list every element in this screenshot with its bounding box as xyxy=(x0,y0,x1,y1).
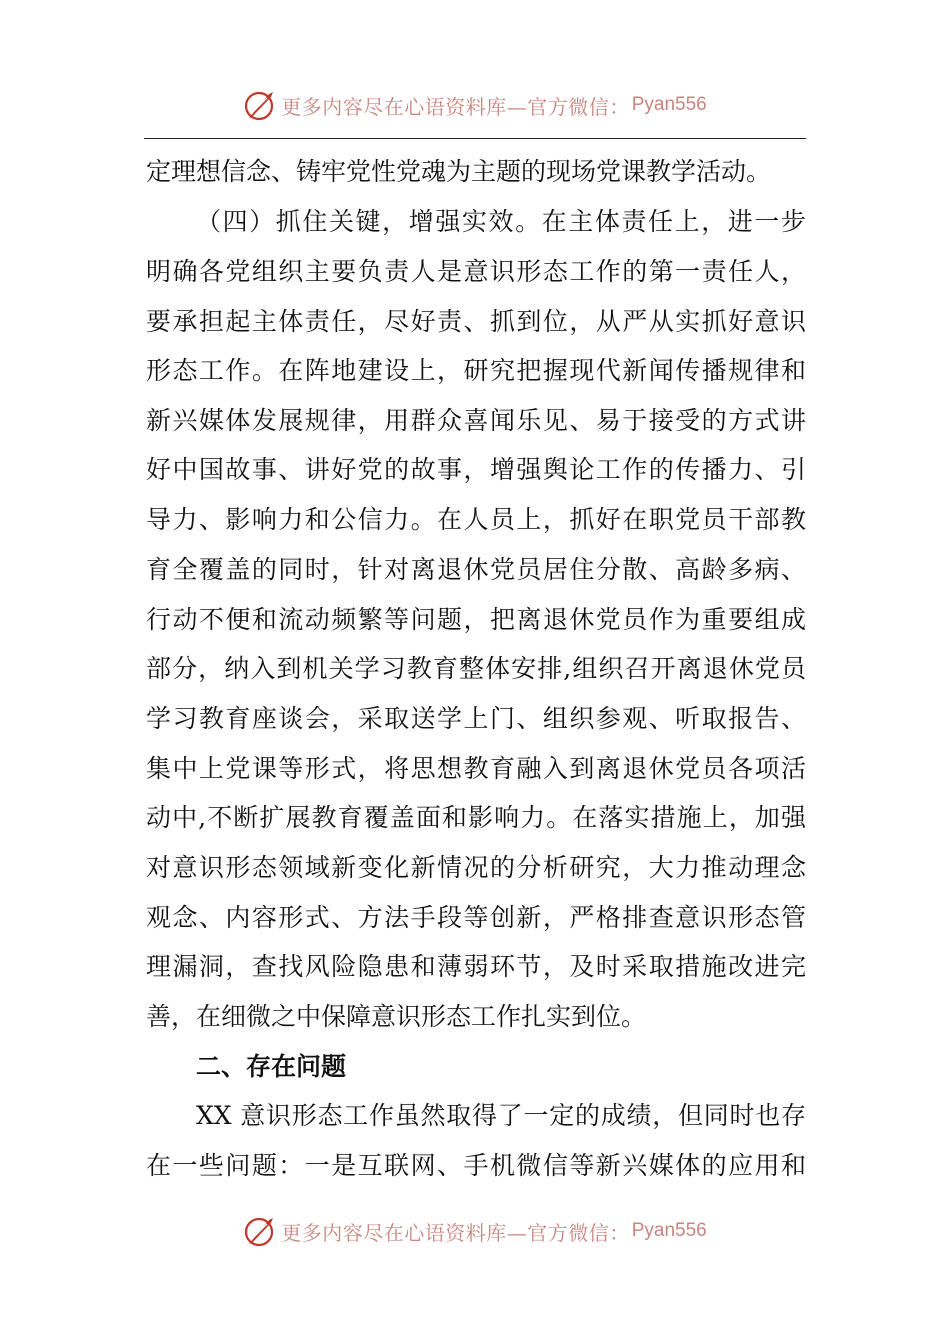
text-line: 新兴媒体发展规律，用群众喜闻乐见、易于接受的方式讲 xyxy=(146,406,806,435)
text-line: 明确各党组织主要负责人是意识形态工作的第一责任人， xyxy=(146,257,806,286)
text-line: 行动不便和流动频繁等问题，把离退休党员作为重要组成 xyxy=(146,605,806,634)
text-line: 育全覆盖的同时，针对离退休党员居住分散、高龄多病、 xyxy=(146,555,806,584)
text-line: 要承担起主体责任，尽好责、抓到位，从严从实抓好意识 xyxy=(146,307,806,336)
text-line: 动中,不断扩展教育覆盖面和影响力。在落实措施上，加强 xyxy=(146,803,806,832)
text-line: 导力、影响力和公信力。在人员上，抓好在职党员干部教 xyxy=(146,505,806,534)
text-line: （四）抓住关键，增强实效。在主体责任上，进一步 xyxy=(196,207,806,236)
wechat-id: Pyan556 xyxy=(631,94,707,115)
section-heading: 二、存在问题 xyxy=(196,1052,347,1081)
text-line: 对意识形态领域新变化新情况的分析研究，大力推动理念 xyxy=(146,853,806,882)
watermark-text: 更多内容尽在心语资料库—官方微信： xyxy=(281,94,630,119)
text-line: 观念、内容形式、方法手段等创新，严格排查意识形态管 xyxy=(146,903,806,932)
footer-watermark xyxy=(0,1206,950,1256)
quill-logo-icon xyxy=(243,1214,277,1248)
text-line: 部分，纳入到机关学习教育整体安排,组织召开离退休党员 xyxy=(146,654,806,683)
text-line: 好中国故事、讲好党的故事，增强舆论工作的传播力、引 xyxy=(146,455,806,484)
header-rule xyxy=(144,138,806,139)
text-line: 形态工作。在阵地建设上，研究把握现代新闻传播规律和 xyxy=(146,356,806,385)
watermark-text: 更多内容尽在心语资料库—官方微信： xyxy=(281,1220,630,1245)
text-line: 理漏洞，查找风险隐患和薄弱环节，及时采取措施改进完 xyxy=(146,952,806,981)
text-line: 在一些问题：一是互联网、手机微信等新兴媒体的应用和 xyxy=(146,1151,806,1180)
text-line: 集中上党课等形式，将思想教育融入到离退休党员各项活 xyxy=(146,754,806,783)
text-line: 学习教育座谈会，采取送学上门、组织参观、听取报告、 xyxy=(146,704,806,733)
text-line: 定理想信念、铸牢党性党魂为主题的现场党课教学活动。 xyxy=(146,157,772,186)
text-line: XX 意识形态工作虽然取得了一定的成绩，但同时也存 xyxy=(196,1101,806,1130)
text-line: 善，在细微之中保障意识形态工作扎实到位。 xyxy=(146,1002,647,1031)
wechat-id: Pyan556 xyxy=(631,1220,707,1241)
header-watermark xyxy=(0,80,950,130)
quill-logo-icon xyxy=(243,88,277,122)
